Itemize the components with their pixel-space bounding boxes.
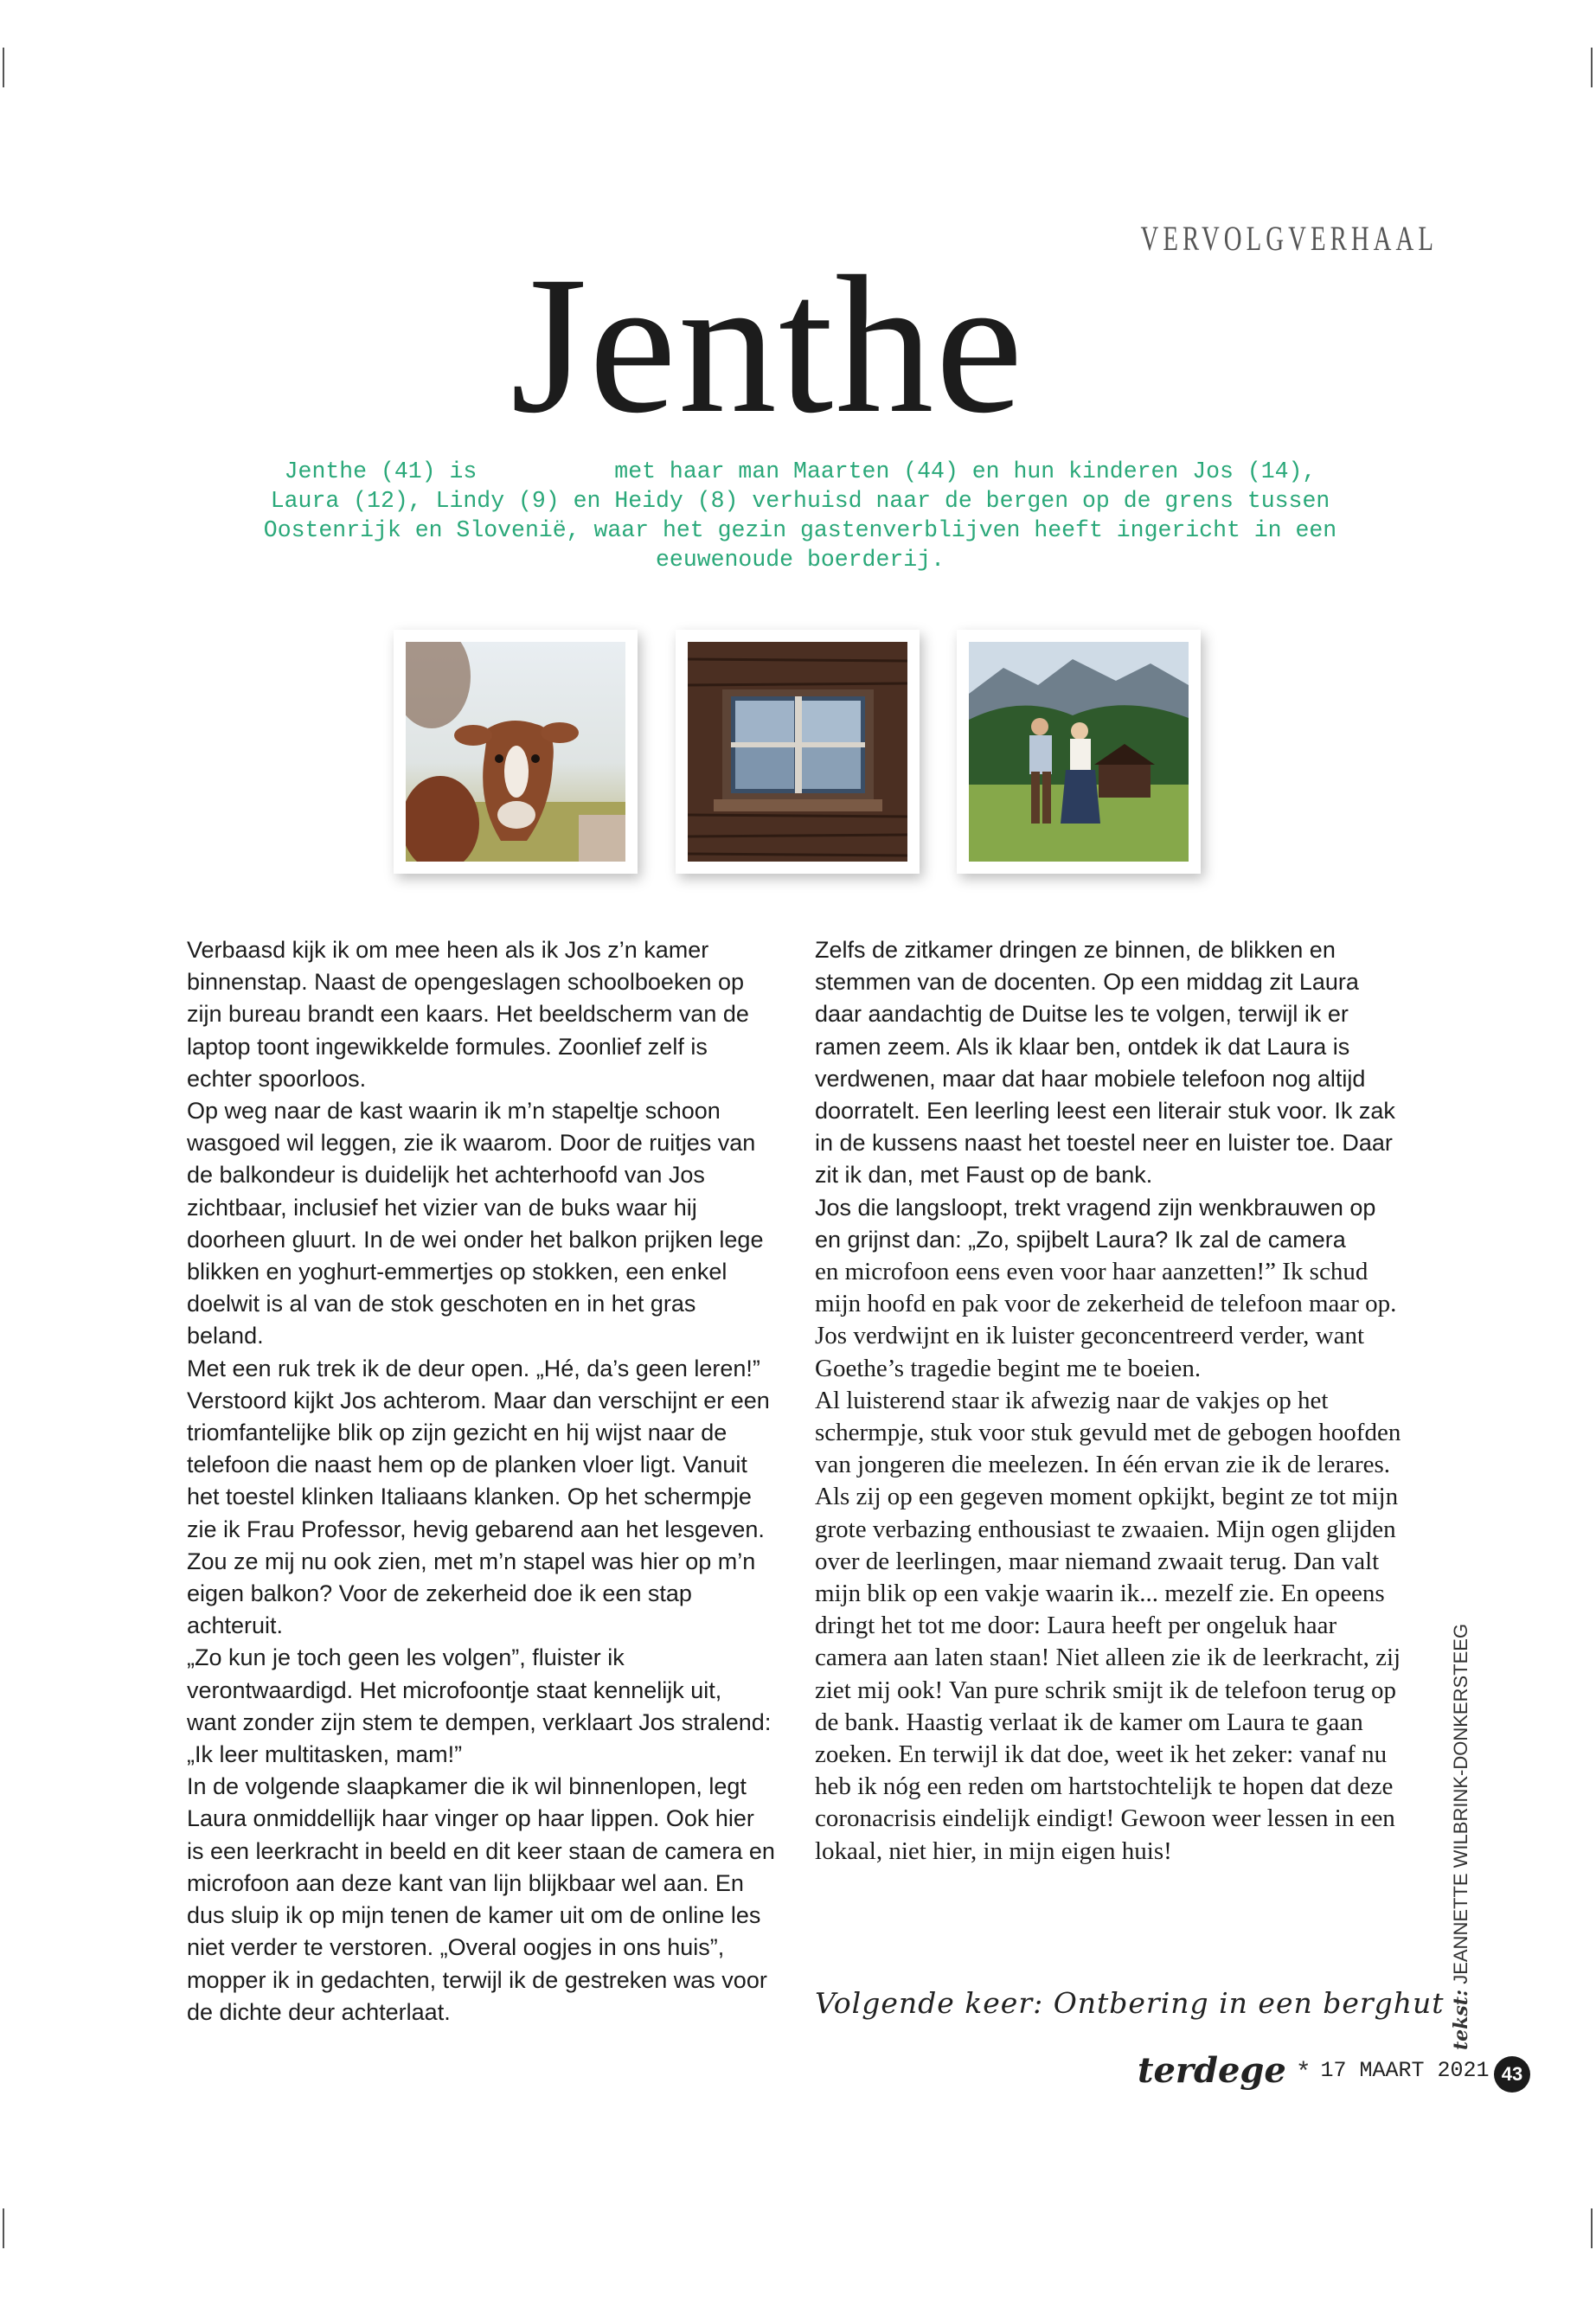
intro-text bbox=[234, 457, 1367, 574]
crop-mark-top-left bbox=[3, 48, 4, 87]
author-credit bbox=[1450, 1624, 1472, 2050]
crop-mark-bottom-right bbox=[1591, 2208, 1593, 2248]
paragraph: Zelfs de zitkamer dringen ze binnen, de blikken en stemmen van de docenten. Op een middag zit Laura daar aandachtig de Duitse les te volgen, terwijl ik er ramen zeem. Als ik klaar ben, ontdek ik dat Laura is verdwenen, maar dat haar mobiele telefoon nog altijd doorratelt. Een leerling leest een literair stuk voor. Ik zak in de kussens naast het toestel neer en luister toe. Daar zit ik dan, met Faust op de bank. bbox=[815, 937, 1395, 1189]
issue-date: 17 MAART 2021 bbox=[1320, 2058, 1490, 2083]
page-footer bbox=[1138, 2050, 1490, 2091]
paragraph: Verbaasd kijk ik om mee heen als ik Jos z’n kamer binnenstap. Naast de opengeslagen schoolboeken op zijn bureau brandt een kaars. Het beeldscherm van de laptop toont ingewikkelde formules. Zoonlief zelf is echter spoorloos. bbox=[187, 937, 749, 1092]
paragraph: Met een ruk trek ik de deur open. „Hé, da’s geen leren!” Verstoord kijkt Jos achterom. Maar dan verschijnt er een triomfantelijke blik op zijn gezicht en hij wijst naar de telefoon die naast hem op de planken vloer ligt. Vanuit het toestel klinken Italiaans klanken. Op het schermpje zie ik Frau Professor, hevig gebarend aan het lesgeven. Zou ze mij nu ook zien, met m’n stapel was hier op m’n eigen balkon? Voor de zekerheid doe ik een stap achteruit. bbox=[187, 1355, 770, 1639]
magazine-logo: terdege bbox=[1138, 2050, 1286, 2091]
photo-couple bbox=[957, 630, 1201, 874]
credit-name: JEANNETTE WILBRINK-DONKERSTEEG bbox=[1450, 1623, 1471, 1984]
crop-mark-top-right bbox=[1591, 48, 1593, 87]
couple-image bbox=[969, 642, 1189, 862]
photo-window bbox=[676, 630, 920, 874]
paragraph: en microfoon eens even voor haar aanzetten!” Ik schud mijn hoofd en pak voor de zekerheid de telefoon maar op. Jos verdwijnt en ik luister geconcentreerd verder, want Goethe’s tragedie begint me te boeien. bbox=[815, 1258, 1397, 1382]
paragraph: Jos die langsloopt, trekt vragend zijn wenkbrauwen op en grijnst dan: „Zo, spijbelt Laura? Ik zal de camera bbox=[815, 1194, 1376, 1253]
photo-cow bbox=[394, 630, 638, 874]
paragraph: In de volgende slaapkamer die ik wil binnenlopen, legt Laura onmiddellijk haar vinger op haar lippen. Ook hier is een leerkracht in beeld en dit keer staan de camera en microfoon aan deze kant van lijn blijkbaar wel aan. En dus sluip ik op mijn tenen de kamer uit om de online les niet verder te verstoren. „Overal oogjes in ons huis”, mopper ik in gedachten, terwijl ik de gestreken was voor de dichte deur achterlaat. bbox=[187, 1773, 775, 2025]
intro-line: Laura (12), Lindy (9) en Heidy (8) verhuisd naar de bergen op de grens tussen bbox=[270, 488, 1330, 514]
crop-mark-bottom-left bbox=[3, 2208, 4, 2248]
article-title: Jenthe bbox=[510, 236, 1025, 454]
paragraph: Op weg naar de kast waarin ik m’n stapeltje schoon wasgoed wil leggen, zie ik waarom. Door de ruitjes van de balkondeur is duidelijk het achterhoofd van Jos zichtbaar, inclusief het vizier van de buks waar hij doorheen gluurt. In de wei onder het balkon prijken lege blikken en yoghurt-emmertjes op stokken, een enkel doelwit is al van de stok geschoten en in het gras beland. bbox=[187, 1098, 764, 1349]
intro-line: Oostenrijk en Slovenië, waar het gezin gastenverblijven heeft ingericht in een bbox=[263, 517, 1337, 543]
window-image bbox=[688, 642, 907, 862]
intro-line: eeuwenoude boerderij. bbox=[656, 547, 945, 573]
next-episode-teaser: Volgende keer: Ontbering in een berghut bbox=[815, 1986, 1445, 2020]
cow-image bbox=[406, 642, 625, 862]
paragraph: Al luisterend staar ik afwezig naar de vakjes op het schermpje, stuk voor stuk gevuld met de gebogen hoofden van jongeren die meelezen. In één ervan zie ik de lerares. Als zij op een gegeven moment opkijkt, begint ze tot mijn grote verbazing enthousiast te zwaaien. Mijn ogen glijden over de leerlingen, maar niemand zwaait terug. Dan valt mijn blik op een vakje waarin ik... mezelf zie. En opeens dringt het tot me door: Laura heeft per ongeluk haar camera aan laten staan! Niet alleen zie ik de leerkracht, zij ziet mij ook! Van pure schrik smijt ik de telefoon terug op de bank. Haastig verlaat ik de kamer om Laura te gaan zoeken. En terwijl ik dat doe, weet ik het zeker: vanaf nu heb ik nóg een reden om hartstochtelijk te hopen dat deze coronacrisis eindelijk eindigt! Gewoon weer lessen in een lokaal, niet hier, in mijn eigen huis! bbox=[815, 1386, 1401, 1865]
page-number: 43 bbox=[1494, 2056, 1530, 2093]
intro-line: Jenthe (41) is met haar man Maarten (44) en hun kinderen Jos (14), bbox=[284, 458, 1317, 484]
article-column-right bbox=[815, 934, 1403, 1868]
star-icon: * bbox=[1298, 2055, 1309, 2085]
credit-label: tekst: bbox=[1450, 1989, 1472, 2050]
article-column-left bbox=[187, 934, 775, 2029]
paragraph: „Zo kun je toch geen les volgen”, fluister ik verontwaardigd. Het microfoontje staat kennelijk uit, want zonder zijn stem te dempen, verklaart Jos stralend: „Ik leer multitasken, mam!” bbox=[187, 1644, 772, 1768]
section-label: VERVOLGVERHAAL bbox=[1140, 219, 1438, 258]
